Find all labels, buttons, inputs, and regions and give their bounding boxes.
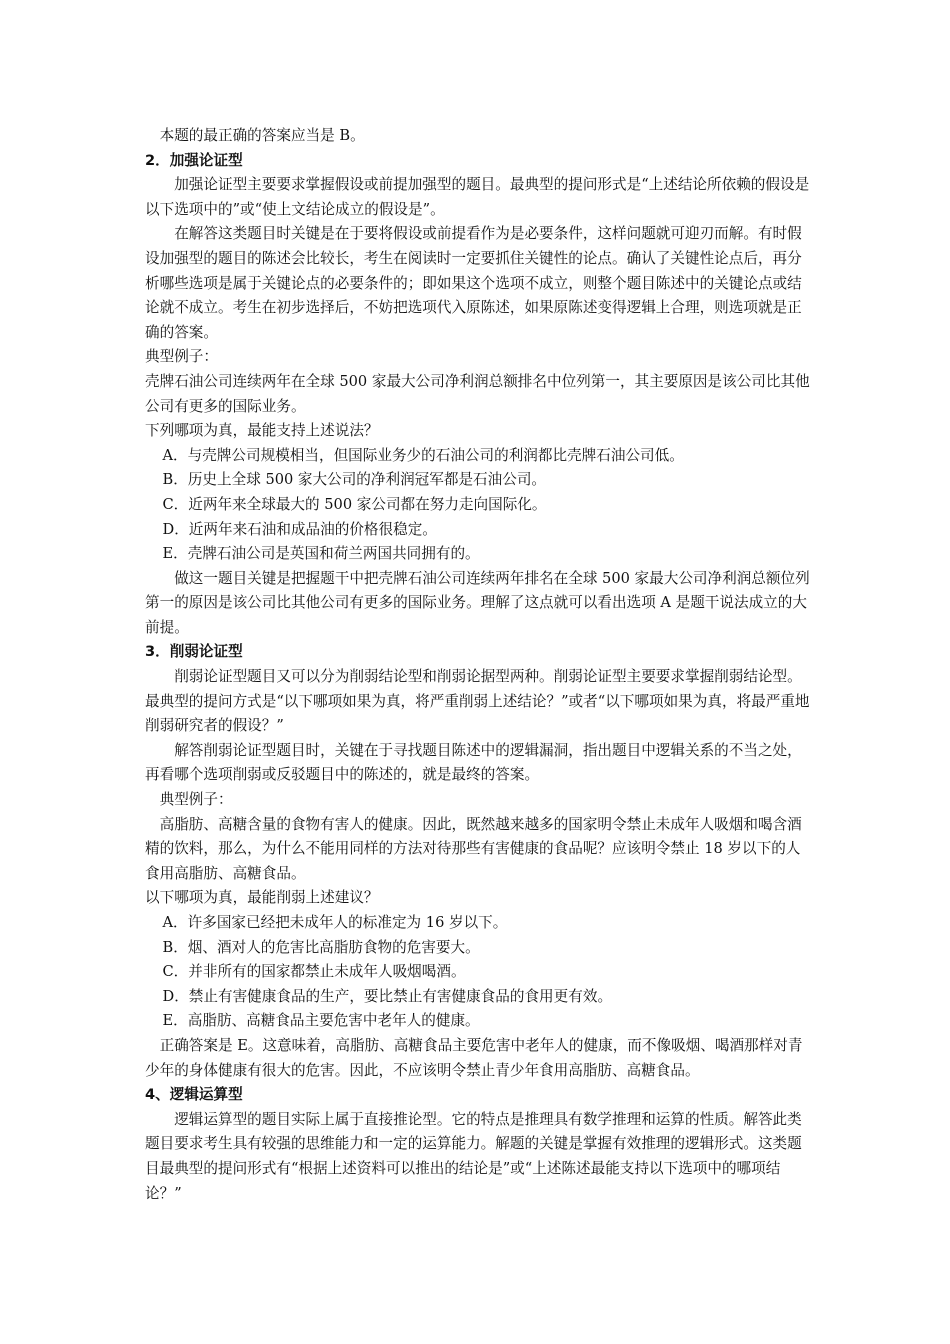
section-heading-logic-calc: 4、逻辑运算型: [145, 1086, 243, 1104]
section-heading-weaken: 3．削弱论证型: [145, 643, 243, 661]
paragraph: 逻辑运算型的题目实际上属于直接推论型。它的特点是推理具有数学推理和运算的性质。解答此类题目要求考生具有较强的思维能力和一定的运算能力。解题的关键是掌握有效推理的逻辑形式。这类题目最典型的提问形式有“根据上述资料可以推出的结论是”或“上述陈述最能支持以下选项中的哪项结论？”: [145, 1110, 802, 1202]
example-question: 以下哪项为真，最能削弱上述建议？: [145, 889, 379, 907]
example-stem: 高脂肪、高糖含量的食物有害人的健康。因此，既然越来越多的国家明令禁止未成年人吸烟和喝含酒精的饮料，那么，为什么不能用同样的方法对待那些有害健康的食品呢？应该明令禁止 18 岁以下的人食用高脂肪、高糖食品。: [145, 815, 802, 882]
example-stem: 壳牌石油公司连续两年在全球 500 家最大公司净利润总额排名中位列第一，其主要原因是该公司比其他公司有更多的国际业务。: [145, 372, 810, 415]
option-item: C．并非所有的国家都禁止未成年人吸烟喝酒。: [162, 963, 466, 981]
option-item: D．禁止有害健康食品的生产，要比禁止有害健康食品的食用更有效。: [162, 987, 613, 1005]
example-label: 典型例子：: [159, 791, 233, 809]
example-question: 下列哪项为真，最能支持上述说法？: [145, 422, 379, 440]
document-body: [145, 124, 810, 1206]
option-item: D．近两年来石油和成品油的价格很稳定。: [162, 520, 437, 538]
option-item: A．许多国家已经把未成年人的标准定为 16 岁以下。: [162, 914, 508, 931]
answer-line: 本题的最正确的答案应当是 B。: [159, 127, 365, 144]
explanation-paragraph: 做这一题目关键是把握题干中把壳牌石油公司连续两年排名在全球 500 家最大公司净利润总额位列第一的原因是该公司比其他公司有更多的国际业务。理解了这点就可以看出选项 A 是题干说法成立的大前提。: [145, 569, 810, 636]
option-item: C．近两年来全球最大的 500 家公司都在努力走向国际化。: [162, 495, 547, 513]
option-item: A．与壳牌公司规模相当，但国际业务少的石油公司的利润都比壳牌石油公司低。: [162, 446, 684, 464]
option-item: E．壳牌石油公司是英国和荷兰两国共同拥有的。: [162, 545, 480, 563]
explanation-paragraph: 正确答案是 E。这意味着，高脂肪、高糖食品主要危害中老年人的健康，而不像吸烟、喝酒那样对青少年的身体健康有很大的危害。因此，不应该明令禁止青少年食用高脂肪、高糖食品。: [145, 1036, 803, 1079]
paragraph: 在解答这类题目时关键是在于要将假设或前提看作为是必要条件，这样问题就可迎刃而解。有时假设加强型的题目的陈述会比较长，考生在阅读时一定要抓住关键性的论点。确认了关键性论点后，再分析哪些选项是属于关键论点的必要条件的；即如果这个选项不成立，则整个题目陈述中的关键论点或结论就不成立。考生在初步选择后，不妨把选项代入原陈述，如果原陈述变得逻辑上合理，则选项就是正确的答案。: [145, 225, 802, 341]
paragraph: 解答削弱论证型题目时，关键在于寻找题目陈述中的逻辑漏洞，指出题目中逻辑关系的不当之处，再看哪个选项削弱或反驳题目中的陈述的，就是最终的答案。: [145, 741, 802, 784]
option-item: B．历史上全球 500 家大公司的净利润冠军都是石油公司。: [162, 471, 547, 489]
example-label: 典型例子：: [145, 348, 218, 366]
option-item: E．高脂肪、高糖食品主要危害中老年人的健康。: [162, 1012, 480, 1030]
paragraph: 削弱论证型题目又可以分为削弱结论型和削弱论据型两种。削弱论证型主要要求掌握削弱结论型。最典型的提问方式是“以下哪项如果为真，将严重削弱上述结论？”或者“以下哪项如果为真，将最严重地削弱研究者的假设？”: [145, 668, 810, 735]
option-item: B．烟、酒对人的危害比高脂肪食物的危害要大。: [162, 938, 480, 956]
section-heading-strengthen: 2．加强论证型: [145, 151, 243, 169]
paragraph: 加强论证型主要要求掌握假设或前提加强型的题目。最典型的提问形式是“上述结论所依赖的假设是以下选项中的”或“使上文结论成立的假设是”。: [145, 176, 810, 218]
